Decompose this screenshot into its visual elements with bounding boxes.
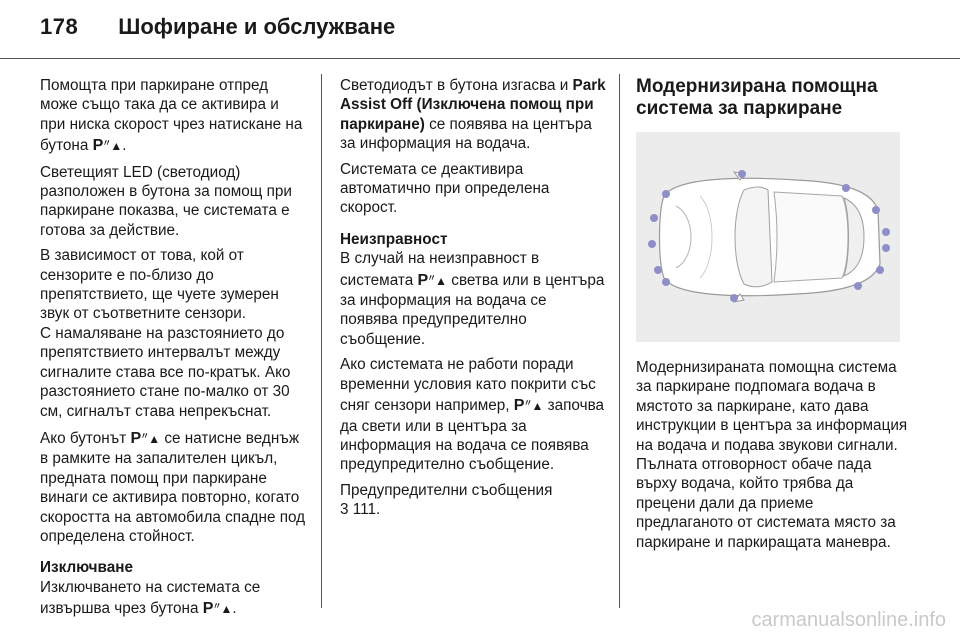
- subheading-switch-off: Изключване: [40, 559, 133, 577]
- paragraph: Системата се деактивира автоматично при определена скорост.: [340, 160, 550, 217]
- paragraph: Ако бутонът P〃▲ се натисне веднъж в рамките на запалителен цикъл, предната помощ при паркиране винаги се активира повторно, когато скоростта на автомобила спадне под определена стойност.: [40, 427, 308, 546]
- header-divider: [0, 58, 960, 59]
- parking-assist-icon: P〃▲: [513, 397, 544, 415]
- chapter-title: Шофиране и обслужване: [118, 14, 396, 39]
- column-divider-1: [321, 74, 322, 608]
- subheading-fault: Неизправност: [340, 230, 448, 248]
- page-header: [40, 14, 395, 44]
- parking-assist-icon: P〃▲: [417, 271, 448, 289]
- column-3: [636, 76, 908, 558]
- watermark: carmanualsonline.info: [751, 609, 946, 631]
- paragraph: В зависимост от това, кой от сензорите е по-близо до препятствието, ще чуете зумерен звук от съответните сензори.: [40, 247, 279, 323]
- car-top-view-image: [636, 132, 900, 342]
- page-reference-arrow-icon: 3: [340, 501, 349, 519]
- parking-assist-icon: P〃▲: [92, 137, 123, 155]
- page-reference-link[interactable]: 111.: [352, 501, 381, 519]
- paragraph: В случай на неизправност в системата P〃▲ светва или в центъра за информация на водача се появява предупредително съобщение.: [340, 250, 605, 348]
- column-2: [340, 76, 608, 520]
- paragraph: Модернизираната помощна система за паркиране подпомага водача в мястото за паркиране, като дава инструкции в центъра за информация на водача и подава звукови сигнали. Пълната отговорност обаче пада върху водача, който трябва да прецени дали да приеме предлаганото от системата място за паркиране и паркиращата маневра.: [636, 359, 908, 551]
- parking-assist-icon: P〃▲: [202, 600, 233, 618]
- parking-assist-icon: P〃▲: [130, 429, 161, 447]
- paragraph: Светещият LED (светодиод) разположен в бутона за помощ при паркиране показва, че системата е готова за действие.: [40, 163, 292, 239]
- paragraph: Светодиодът в бутона изгасва и Park Assist Off (Изключена помощ при паркиране) се появява на центъра за информация на водача.: [340, 77, 606, 153]
- paragraph: С намаляване на разстоянието до препятствието интервалът между сигналите става все по-кратък. Ако разстоянието стане по-малко от 30 см, сигналът става непрекъснат.: [40, 324, 291, 420]
- page-number: 178: [40, 14, 79, 39]
- paragraph: Ако системата не работи поради временни условия като покрити със сняг сензори например, P〃▲ започва да свети или в центъра за информация на водача се появява предупредително съобщение.: [340, 356, 605, 474]
- paragraph: Предупредителни съобщения 3 111.: [340, 481, 553, 519]
- column-divider-2: [619, 74, 620, 608]
- paragraph: Помощта при паркиране отпред може също така да се активира и при ниска скорост чрез натискане на бутона P〃▲.: [40, 76, 308, 157]
- section-heading: Модернизирана помощна система за паркиране: [636, 76, 878, 119]
- paragraph: Изключването на системата се извършва чрез бутона P〃▲.: [40, 578, 308, 620]
- column-1: [40, 76, 308, 626]
- car-sensors-figure: [636, 132, 900, 342]
